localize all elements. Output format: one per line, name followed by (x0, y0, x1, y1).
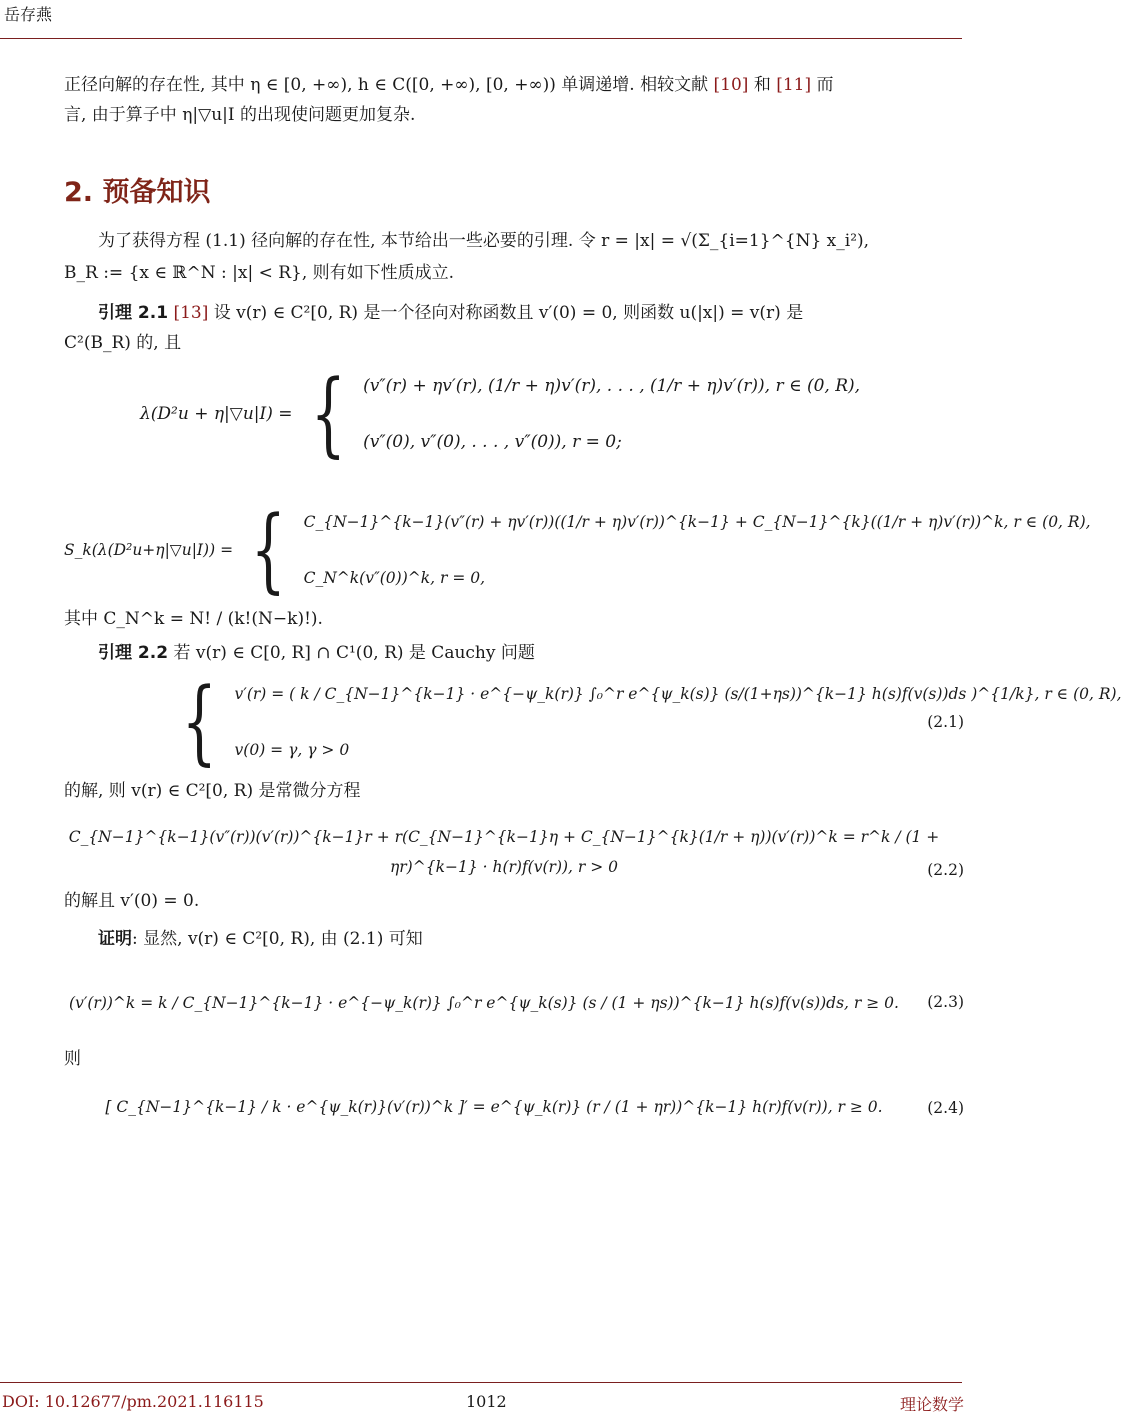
section-heading: 2. 预备知识 (64, 177, 211, 208)
citation-10[interactable]: [10] (713, 75, 749, 95)
intro-tail: 而 (811, 75, 834, 95)
lemma-2-1 (64, 298, 964, 328)
left-brace: { (181, 668, 217, 775)
page-header (0, 0, 982, 40)
solution-sentence (64, 776, 964, 806)
equation-number-2-2: (2.2) (927, 861, 964, 879)
intro-text: 正径向解的存在性, 其中 η ∈ [0, +∞), h ∈ C([0, +∞), [0, +∞)) 单调递增. 相较文献 (64, 75, 714, 95)
then-word (64, 1044, 964, 1074)
citation-13[interactable]: [13] (173, 303, 209, 323)
lemma-2-1-text2: C²(B_R) 的, 且 (64, 333, 182, 353)
proof-text: : 显然, v(r) ∈ C²[0, R), 由 (2.1) 可知 (132, 929, 423, 949)
left-brace: { (310, 360, 346, 467)
preliminary-text: 为了获得方程 (1.1) 径向解的存在性, 本节给出一些必要的引理. 令 r = |x| = √(Σ_{i=1}^{N} x_i²), (98, 231, 870, 251)
equation-lambda (140, 360, 964, 467)
sk-case-2: C_N^k(v″(0))^k, r = 0, (303, 569, 486, 587)
lambda-case-1: (v″(r) + ηv′(r), (1/r + η)v′(r), . . . , (1/r + η)v′(r)), r ∈ (0, R), (363, 376, 861, 396)
lambda-case-2: (v″(0), v″(0), . . . , v″(0)), r = 0; (363, 432, 622, 452)
equation-2-2 (64, 822, 964, 878)
cauchy-cases (235, 679, 1122, 765)
page-body (64, 70, 1122, 1146)
lemma-2-1-label: 引理 2.1 (98, 303, 169, 323)
intro-paragraph (64, 70, 964, 130)
where-text: 其中 C_N^k = N! / (k!(N−k)!). (64, 609, 323, 629)
left-brace: { (250, 496, 286, 603)
lemma-2-2-text: 若 v(r) ∈ C[0, R] ∩ C¹(0, R) 是 Cauchy 问题 (168, 643, 535, 663)
citation-11[interactable]: [11] (776, 75, 812, 95)
ode-expression: C_{N−1}^{k−1}(v″(r))(v′(r))^{k−1}r + r(C_{N−1}^{k−1}η + C_{N−1}^{k}(1/r + η))(v′(r))^k = r^k / (1 + ηr)^{k−1} · h(r)f(v(r)), r > 0 (68, 828, 940, 876)
sk-lhs: S_k(λ(D²u+η|▽u|I)) = (64, 541, 234, 559)
proof-paragraph (64, 924, 964, 954)
doi-link[interactable]: DOI: 10.12677/pm.2021.116115 (2, 1392, 264, 1411)
equation-number-2-1: (2.1) (927, 713, 964, 731)
intro-mid: 和 (748, 75, 777, 95)
proof-label: 证明 (98, 929, 132, 949)
cauchy-case-1: v′(r) = ( k / C_{N−1}^{k−1} · e^{−ψ_k(r)} ∫₀^r e^{ψ_k(s)} (s/(1+ηs))^{k−1} h(s)f(v(s))ds )^{1/k}, r ∈ (0, R), (234, 685, 1122, 703)
lemma-2-1-text: 设 v(r) ∈ C²[0, R) 是一个径向对称函数且 v′(0) = 0, 则函数 u(|x|) = v(r) 是 (208, 303, 804, 323)
equation-2-4 (64, 1078, 964, 1138)
initial-condition-sentence (64, 886, 964, 916)
lemma-2-2-label: 引理 2.2 (98, 643, 169, 663)
equation-number-2-4: (2.4) (927, 1099, 964, 1117)
initial-condition-text: 的解且 v′(0) = 0. (64, 891, 200, 911)
cauchy-case-2: v(0) = γ, γ > 0 (234, 741, 350, 759)
integral-expression: (v′(r))^k = k / C_{N−1}^{k−1} · e^{−ψ_k(r)} ∫₀^r e^{ψ_k(s)} (s / (1 + ηs))^{k−1} h(s)f(v(s))ds, r ≥ 0. (69, 994, 899, 1012)
lemma-2-1-cont (64, 328, 964, 358)
header-rule (0, 38, 962, 39)
ball-definition-text: B_R := {x ∈ ℝ^N : |x| < R}, 则有如下性质成立. (64, 263, 455, 283)
journal-name[interactable]: 理论数学 (899, 1395, 964, 1414)
page-footer (0, 1382, 982, 1414)
lemma-2-2 (64, 638, 964, 668)
sk-case-1: C_{N−1}^{k−1}(v″(r) + ηv′(r))((1/r + η)v′(r))^{k−1} + C_{N−1}^{k}((1/r + η)v′(r))^k, r ∈ (0, R), (303, 513, 1091, 531)
derivative-expression: [ C_{N−1}^{k−1} / k · e^{ψ_k(r)}(v′(r))^k ]′ = e^{ψ_k(r)} (r / (1 + ηr))^{k−1} h(r)f(v(r)), r ≥ 0. (105, 1098, 883, 1116)
ball-definition (64, 258, 964, 288)
page-number: 1012 (466, 1392, 507, 1411)
footer-rule (0, 1382, 962, 1383)
equation-2-1 (164, 668, 1122, 775)
lambda-lhs: λ(D²u + η|▽u|I) = (140, 404, 293, 424)
then-text: 则 (64, 1049, 81, 1069)
preliminary-paragraph (64, 226, 964, 256)
intro-line2: 言, 由于算子中 η|▽u|I 的出现使问题更加复杂. (64, 105, 416, 125)
lambda-cases (363, 371, 860, 457)
equation-sk (64, 496, 1091, 603)
equation-2-3 (64, 972, 964, 1032)
where-clause (64, 604, 964, 634)
sk-cases (304, 507, 1091, 593)
equation-number-2-3: (2.3) (927, 993, 964, 1011)
running-head-author: 岳存燕 (4, 5, 53, 24)
solution-text: 的解, 则 v(r) ∈ C²[0, R) 是常微分方程 (64, 781, 361, 801)
